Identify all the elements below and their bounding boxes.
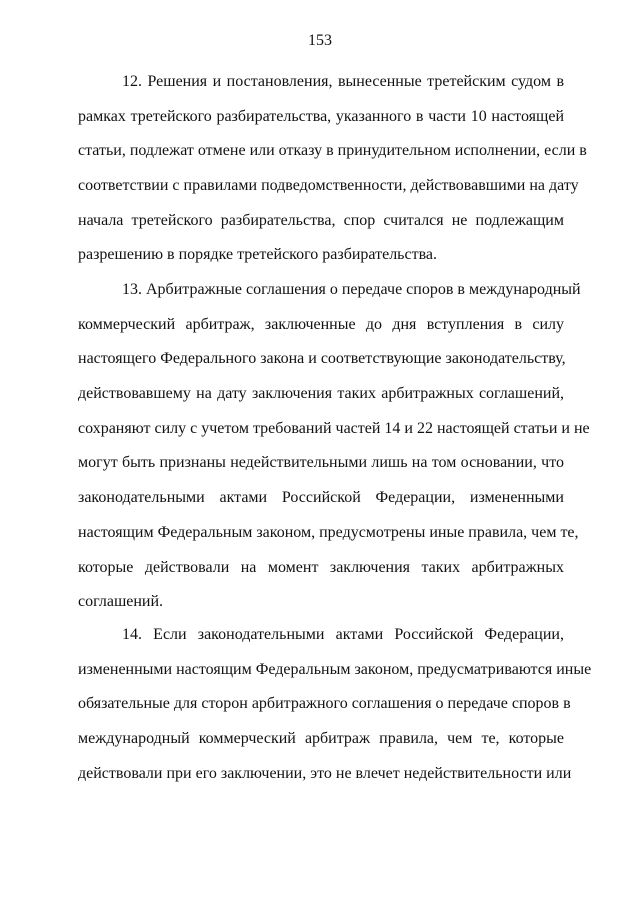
text-line: соответствии с правилами подведомственности, действовавшими на дату xyxy=(78,177,579,195)
text-line: настоящим Федеральным законом, предусмотрены иные правила, чем те, xyxy=(78,523,579,541)
text-line: соглашений. xyxy=(78,593,164,611)
text-line: начала третейского разбирательства, спор считался не подлежащим xyxy=(78,211,564,229)
paragraph-13 xyxy=(78,279,590,626)
text-line: 14. Если законодательными актами Российской Федерации, xyxy=(122,626,564,643)
text-line: сохраняют силу с учетом требований частей 14 и 22 настоящей статьи и не xyxy=(78,419,590,437)
text-line: действовали при его заключении, это не влечет недействительности или xyxy=(78,764,572,782)
text-line: настоящего Федерального закона и соответствующие законодательству, xyxy=(78,350,566,368)
text-line: международный коммерческий арбитраж правила, чем те, которые xyxy=(78,730,564,748)
text-line: действовавшему на дату заключения таких арбитражных соглашений, xyxy=(78,385,564,403)
text-line: рамках третейского разбирательства, указанного в части 10 настоящей xyxy=(78,107,564,125)
text-line: могут быть признаны недействительными лишь на том основании, что xyxy=(78,454,564,472)
text-line: разрешению в порядке третейского разбирательства. xyxy=(78,246,438,264)
text-line: коммерческий арбитраж, заключенные до дня вступления в силу xyxy=(78,315,564,333)
text-line: которые действовали на момент заключения таких арбитражных xyxy=(78,558,564,576)
text-line: статьи, подлежат отмене или отказу в принудительном исполнении, если в xyxy=(78,142,587,160)
text-line: законодательными актами Российской Федерации, измененными xyxy=(78,489,564,507)
paragraph-12 xyxy=(78,71,587,279)
text-line: 13. Арбитражные соглашения о передаче споров в международный xyxy=(122,281,581,298)
page-number: 153 xyxy=(308,32,332,49)
text-line: обязательные для сторон арбитражного соглашения о передаче споров в xyxy=(78,695,571,713)
paragraph-14 xyxy=(78,624,592,797)
text-line: 12. Решения и постановления, вынесенные третейским судом в xyxy=(122,73,564,90)
text-line: измененными настоящим Федеральным законом, предусматриваются иные xyxy=(78,660,592,678)
